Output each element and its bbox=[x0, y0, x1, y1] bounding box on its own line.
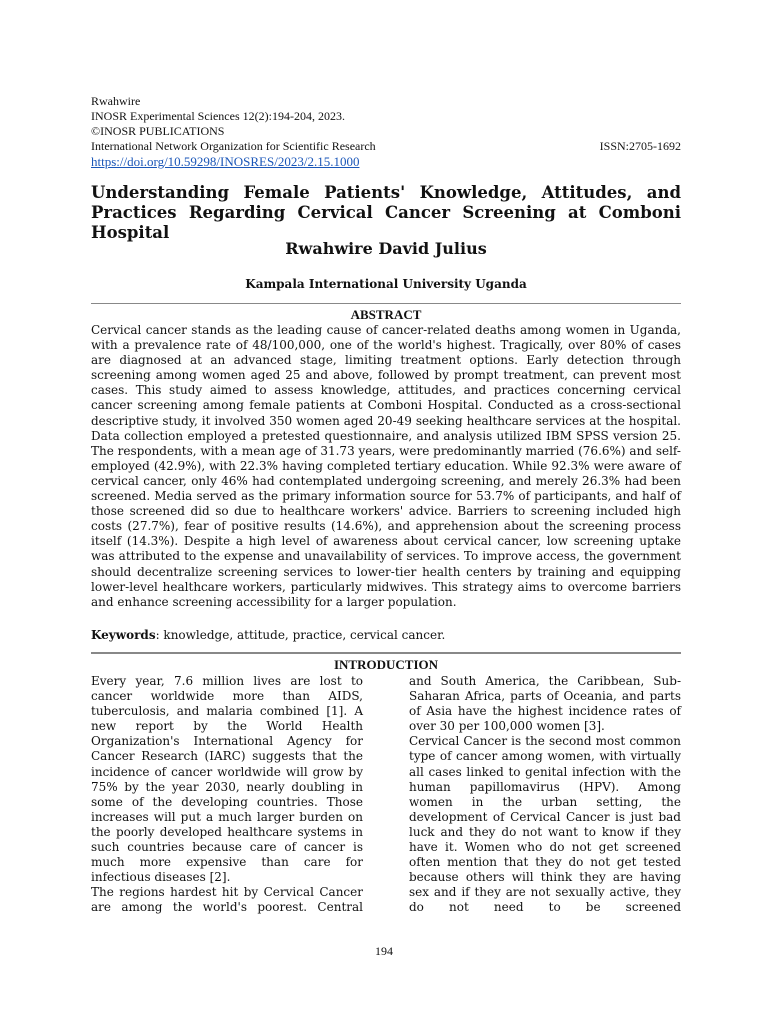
paragraph: Cervical Cancer is the second most common type of cancer among women, with virtually all cases linked to genital infection with the human papillomavirus (HPV). Among women in the urban setting, the development of Cervical Cancer is just bad luck and they do not want to know if they have it. Women who do not get screened often mention that they do not get tested because others will think they are having sex and if they are not sexually active, they do not need to be screened bbox=[409, 734, 681, 915]
divider bbox=[91, 303, 681, 304]
header-author: Rwahwire bbox=[91, 94, 141, 108]
doi-link[interactable]: https://doi.org/10.59298/INOSRES/2023/2.15.1000 bbox=[91, 154, 360, 169]
paragraph: and South America, the Caribbean, Sub-Saharan Africa, parts of Oceania, and parts of Asia have the highest incidence rates of over 30 per 100,000 women [3]. bbox=[409, 674, 681, 734]
header-organization: International Network Organization for Scientific Research bbox=[91, 139, 376, 153]
intro-left-column bbox=[91, 674, 363, 916]
header-journal: INOSR Experimental Sciences 12(2):194-204, 2023. bbox=[91, 109, 345, 123]
keywords bbox=[91, 628, 681, 643]
abstract-heading: ABSTRACT bbox=[350, 307, 422, 322]
paper-title: Understanding Female Patients' Knowledge, Attitudes, and Practices Regarding Cervical Cancer Screening at Comboni Hospital bbox=[91, 183, 681, 242]
keywords-label: Keywords bbox=[91, 628, 156, 642]
header-publisher: ©INOSR PUBLICATIONS bbox=[91, 124, 225, 138]
author-name: Rwahwire David Julius bbox=[285, 239, 487, 258]
intro-right-column bbox=[409, 674, 681, 916]
header-issn: ISSN:2705-1692 bbox=[599, 139, 681, 153]
keywords-text: : knowledge, attitude, practice, cervical cancer. bbox=[155, 628, 446, 642]
paragraph: Every year, 7.6 million lives are lost to cancer worldwide more than AIDS, tuberculosis, and malaria combined [1]. A new report by the World Health Organization's International Agency for Cancer Research (IARC) suggests that the incidence of cancer worldwide will grow by 75% by the year 2030, nearly doubling in some of the developing countries. Those increases will put a much larger burden on the poorly developed healthcare systems in such countries because care of cancer is much more expensive than care for infectious diseases [2]. bbox=[91, 674, 363, 885]
introduction-heading: INTRODUCTION bbox=[333, 657, 438, 672]
abstract-text: Cervical cancer stands as the leading cause of cancer-related deaths among women in Uganda, with a prevalence rate of 48/100,000, one of the world's highest. Tragically, over 80% of cases are diagnosed at an advanced stage, limiting treatment options. Early detection through screening among women aged 25 and above, followed by prompt treatment, can prevent most cases. This study aimed to assess knowledge, attitudes, and practices concerning cervical cancer screening among female patients at Comboni Hospital. Conducted as a cross-sectional descriptive study, it involved 350 women aged 20-49 seeking healthcare services at the hospital. Data collection employed a pretested questionnaire, and analysis utilized IBM SPSS version 25. The respondents, with a mean age of 31.73 years, were predominantly married (76.6%) and self-employed (42.9%), with 22.3% having completed tertiary education. While 92.3% were aware of cervical cancer, only 46% had contemplated undergoing screening, and merely 26.3% had been screened. Media served as the primary information source for 53.7% of participants, and half of those screened did so due to healthcare workers' advice. Barriers to screening included high costs (27.7%), fear of positive results (14.6%), and apprehension about the screening process itself (14.3%). Despite a high level of awareness about cervical cancer, low screening uptake was attributed to the expense and unavailability of services. To improve access, the government should decentralize screening services to lower-tier health centers by training and equipping lower-level healthcare workers, particularly midwives. This strategy aims to overcome barriers and enhance screening accessibility for a larger population. bbox=[91, 323, 681, 609]
author-affiliation: Kampala International University Uganda bbox=[245, 277, 527, 291]
page-number: 194 bbox=[375, 944, 393, 958]
paragraph: The regions hardest hit by Cervical Cancer are among the world's poorest. Central bbox=[91, 885, 363, 915]
header-block bbox=[91, 94, 681, 170]
divider bbox=[91, 652, 681, 654]
